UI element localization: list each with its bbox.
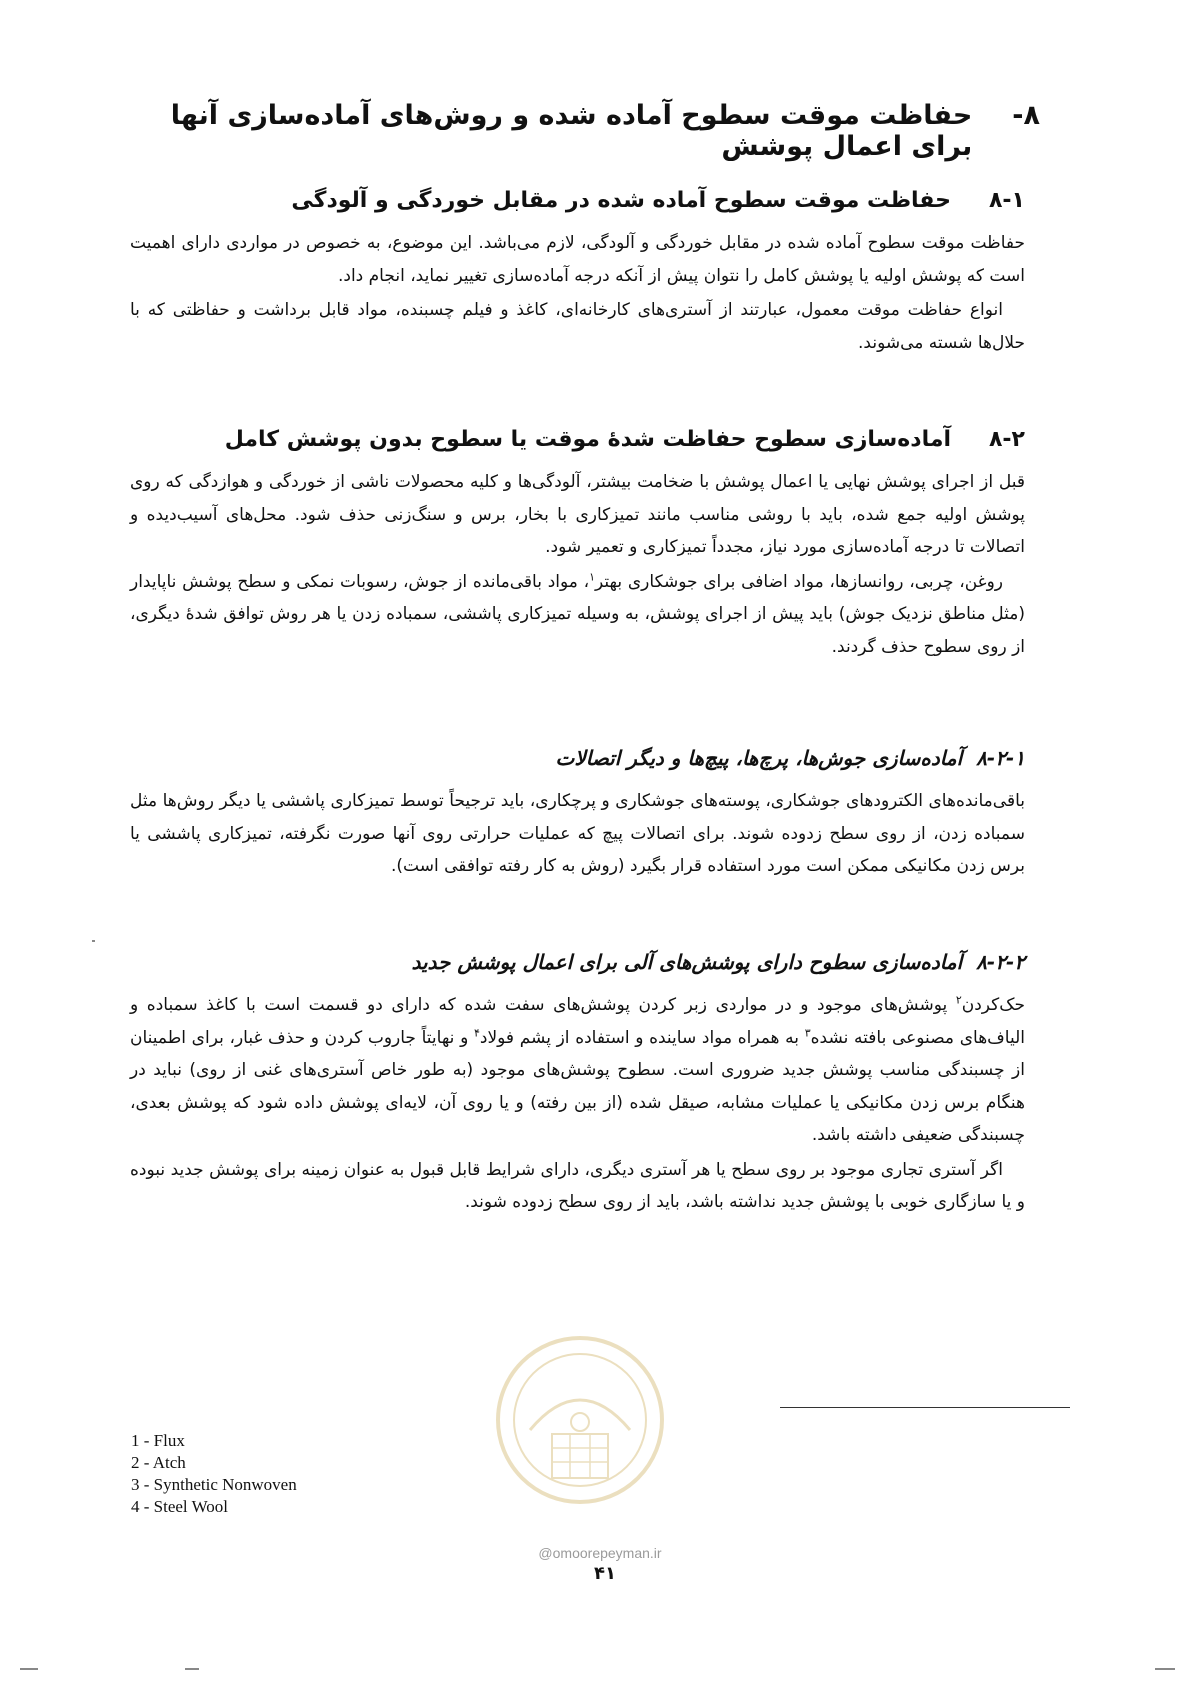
- chapter-title: حفاظت موقت سطوح آماده شده و روش‌های آماده‌سازی آنها برای اعمال پوشش: [170, 100, 973, 162]
- scan-artifact: [1155, 1668, 1175, 1670]
- paragraph: اگر آستری تجاری موجود بر روی سطح یا هر آستری دیگری، دارای شرایط قابل قبول به عنوان زمینه برای پوشش جدید نبوده و یا سازگاری خوبی با پوشش جدید نداشته باشد، باید از روی سطح زدوده شوند.: [130, 1159, 1025, 1212]
- paragraph: قبل از اجرای پوشش نهایی یا اعمال پوشش با ضخامت بیشتر، آلودگی‌ها و کلیه محصولات ناشی از خوردگی و هوازدگی که روی پوشش اولیه جمع شده، باید با روشی مناسب مانند تمیزکاری با بخار، برس و سنگ‌زنی حذف شود. محل‌های آسیب‌دیده و اتصالات تا درجه آماده‌سازی مورد نیاز، مجدداً تمیزکاری و تعمیر شود.: [130, 472, 1025, 557]
- section-8-2-1-body: [130, 785, 1025, 885]
- scan-artifact: [20, 1668, 38, 1670]
- chapter-number: ۸-: [1012, 100, 1040, 131]
- paragraph: انواع حفاظت موقت معمول، عبارتند از آستری‌های کارخانه‌ای، کاغذ و فیلم چسبنده، مواد قابل برداشت و حفاظتی که با حلال‌ها شسته می‌شوند.: [130, 300, 1025, 353]
- section-title: آماده‌سازی سطوح حفاظت شدۀ موقت یا سطوح بدون پوشش کامل: [224, 427, 951, 452]
- section-number: ۸-۲-۲: [976, 950, 1025, 974]
- footnote-ref: ۱: [589, 569, 596, 583]
- scan-artifact: [92, 940, 95, 942]
- section-title: آماده‌سازی جوش‌ها، پرچ‌ها، پیچ‌ها و دیگر اتصالات: [555, 746, 963, 770]
- page-number: ۴۱: [594, 1563, 616, 1584]
- footnote-ref: ۲: [955, 993, 962, 1007]
- footnote-ref: ۴: [473, 1025, 480, 1039]
- footnote: 4 - Steel Wool: [131, 1497, 229, 1516]
- paragraph: باقی‌مانده‌های الکترودهای جوشکاری، پوسته‌های جوشکاری و پرچکاری، باید ترجیحاً توسط تمیزکاری پاششی یا دیگر روش‌ها مثل سمباده زدن، از روی سطح زدوده شوند. برای اتصالات پیچ که عملیات حرارتی روی آنها صورت نگرفته، تمیزکاری پاششی یا برس زدن مکانیکی ممکن است مورد استفاده قرار بگیرد (روش به کار رفته توافقی است).: [130, 791, 1025, 876]
- footnote: 2 - Atch: [131, 1453, 186, 1472]
- section-heading-8-2: [130, 427, 1025, 452]
- footnote: 3 - Synthetic Nonwoven: [131, 1475, 297, 1494]
- section-number: ۸-۲: [989, 427, 1025, 452]
- chapter-heading: [130, 100, 1040, 162]
- section-8-2-2-body: [130, 989, 1025, 1221]
- section-heading-8-1: [130, 188, 1025, 213]
- section-number: ۸-۲-۱: [976, 746, 1025, 770]
- section-title: آماده‌سازی سطوح دارای پوشش‌های آلی برای اعمال پوشش جدید: [411, 950, 963, 974]
- section-heading-8-2-2: [130, 950, 1025, 974]
- section-8-2-body: [130, 466, 1025, 665]
- section-number: ۸-۱: [989, 188, 1025, 213]
- footnotes: [131, 1430, 531, 1518]
- watermark-url: @omoorepeyman.ir: [538, 1545, 662, 1561]
- section-8-1-body: [130, 227, 1025, 361]
- footnote-divider: [780, 1407, 1070, 1408]
- footnote-ref: ۳: [804, 1025, 811, 1039]
- paragraph: حک‌کردن$^۲$ پوشش‌های موجود و در مواردی زبر کردن پوشش‌های سفت شده که دارای دو قسمت است با کاغذ سمباده و الیاف‌های مصنوعی بافته نشده$^۳$ به همراه مواد ساینده و استفاده از پشم فولاد$^۴$ و نهایتاً جاروب کردن و حذف غبار، برای اطمینان از چسبندگی مناسب پوشش جدید ضروری است. سطوح پوشش‌های موجود (به طور خاص آستری‌های غنی از روی) نباید در هنگام برس زدن مکانیکی یا عملیات مشابه، صیقل شده (از بین رفته) و یا روی آن، لایه‌ای پوشش داده شود که پوشش بعدی، چسبندگی ضعیفی داشته باشد.: [130, 993, 1025, 1145]
- scan-artifact: [185, 1668, 199, 1670]
- section-heading-8-2-1: [130, 746, 1025, 770]
- section-title: حفاظت موقت سطوح آماده شده در مقابل خوردگی و آلودگی: [291, 188, 951, 213]
- footnote: 1 - Flux: [131, 1431, 185, 1450]
- paragraph: حفاظت موقت سطوح آماده شده در مقابل خوردگی و آلودگی، لازم می‌باشد. این موضوع، به خصوص در مواردی دارای اهمیت است که پوشش اولیه یا پوشش کامل را نتوان پیش از آنکه درجه آماده‌سازی تغییر نماید، انجام داد.: [130, 233, 1025, 286]
- paragraph: روغن، چربی، روانسازها، مواد اضافی برای جوشکاری بهتر$^۱$، مواد باقی‌مانده از جوش، رسوبات نمکی و سطح پوشش ناپایدار (مثل مناطق نزدیک جوش) باید پیش از اجرای پوشش، به وسیله تمیزکاری پاششی، سمباده زدن یا هر روش توافق شدۀ دیگری، از روی سطوح حذف گردند.: [130, 569, 1025, 657]
